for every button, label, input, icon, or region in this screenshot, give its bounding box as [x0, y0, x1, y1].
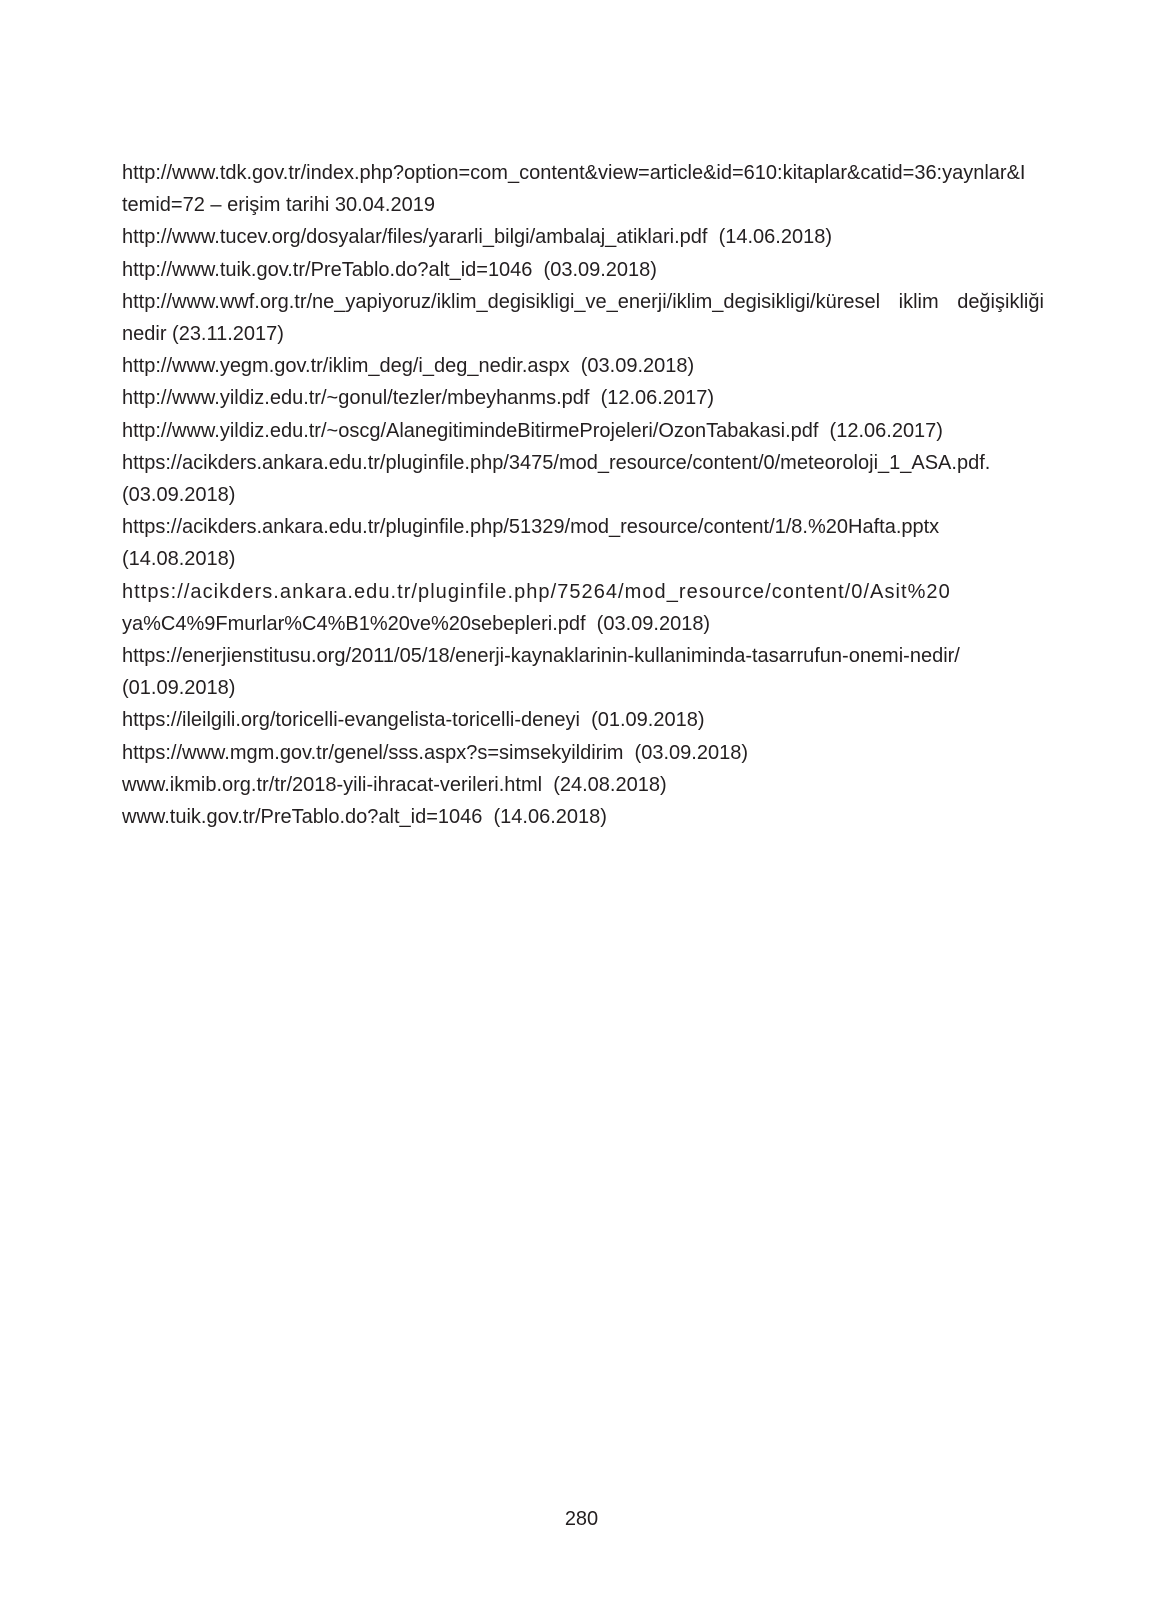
reference-line: ya%C4%9Fmurlar%C4%B1%20ve%20sebepleri.pdf (03.09.2018)	[122, 612, 711, 635]
reference-line: www.ikmib.org.tr/tr/2018-yili-ihracat-verileri.html (24.08.2018)	[122, 773, 667, 796]
page-number: 280	[564, 1508, 599, 1530]
reference-line: http://www.tdk.gov.tr/index.php?option=com_content&view=article&id=610:kitaplar&catid=36:yaynlar&I	[122, 162, 1026, 184]
reference-line: https://acikders.ankara.edu.tr/pluginfile.php/75264/mod_resource/content/0/Asit%20	[122, 580, 951, 603]
reference-line: (03.09.2018)	[122, 484, 236, 507]
reference-line: http://www.tuik.gov.tr/PreTablo.do?alt_id=1046 (03.09.2018)	[122, 258, 657, 281]
reference-line: http://www.tucev.org/dosyalar/files/yararli_bilgi/ambalaj_atiklari.pdf (14.06.2018)	[122, 226, 832, 249]
reference-line: (14.08.2018)	[122, 548, 236, 571]
references-list	[122, 157, 1044, 833]
reference-line: temid=72 – erişim tarihi 30.04.2019	[122, 194, 435, 217]
reference-line: https://www.mgm.gov.tr/genel/sss.aspx?s=simsekyildirim (03.09.2018)	[122, 741, 748, 764]
reference-line: http://www.yildiz.edu.tr/~gonul/tezler/mbeyhanms.pdf (12.06.2017)	[122, 387, 714, 410]
reference-line: nedir (23.11.2017)	[122, 323, 284, 346]
reference-line: https://acikders.ankara.edu.tr/pluginfile.php/51329/mod_resource/content/1/8.%20Hafta.pptx	[122, 516, 940, 539]
reference-line: www.tuik.gov.tr/PreTablo.do?alt_id=1046 (14.06.2018)	[122, 806, 607, 829]
reference-line: (01.09.2018)	[122, 677, 236, 700]
reference-line: https://acikders.ankara.edu.tr/pluginfile.php/3475/mod_resource/content/0/meteoroloji_1_ASA.pdf.	[122, 451, 991, 474]
reference-line: http://www.wwf.org.tr/ne_yapiyoruz/iklim_degisikligi_ve_enerji/iklim_degisikligi/küresel iklim değişikliği	[122, 290, 1044, 313]
reference-line: https://enerjienstitusu.org/2011/05/18/enerji-kaynaklarinin-kullaniminda-tasarrufun-onemi-nedir/	[122, 645, 960, 668]
reference-line: http://www.yildiz.edu.tr/~oscg/AlanegitimindeBitirmeProjeleri/OzonTabakasi.pdf (12.06.2017)	[122, 419, 943, 442]
reference-line: http://www.yegm.gov.tr/iklim_deg/i_deg_nedir.aspx (03.09.2018)	[122, 355, 695, 378]
reference-line: https://ileilgili.org/toricelli-evangelista-toricelli-deneyi (01.09.2018)	[122, 709, 705, 732]
